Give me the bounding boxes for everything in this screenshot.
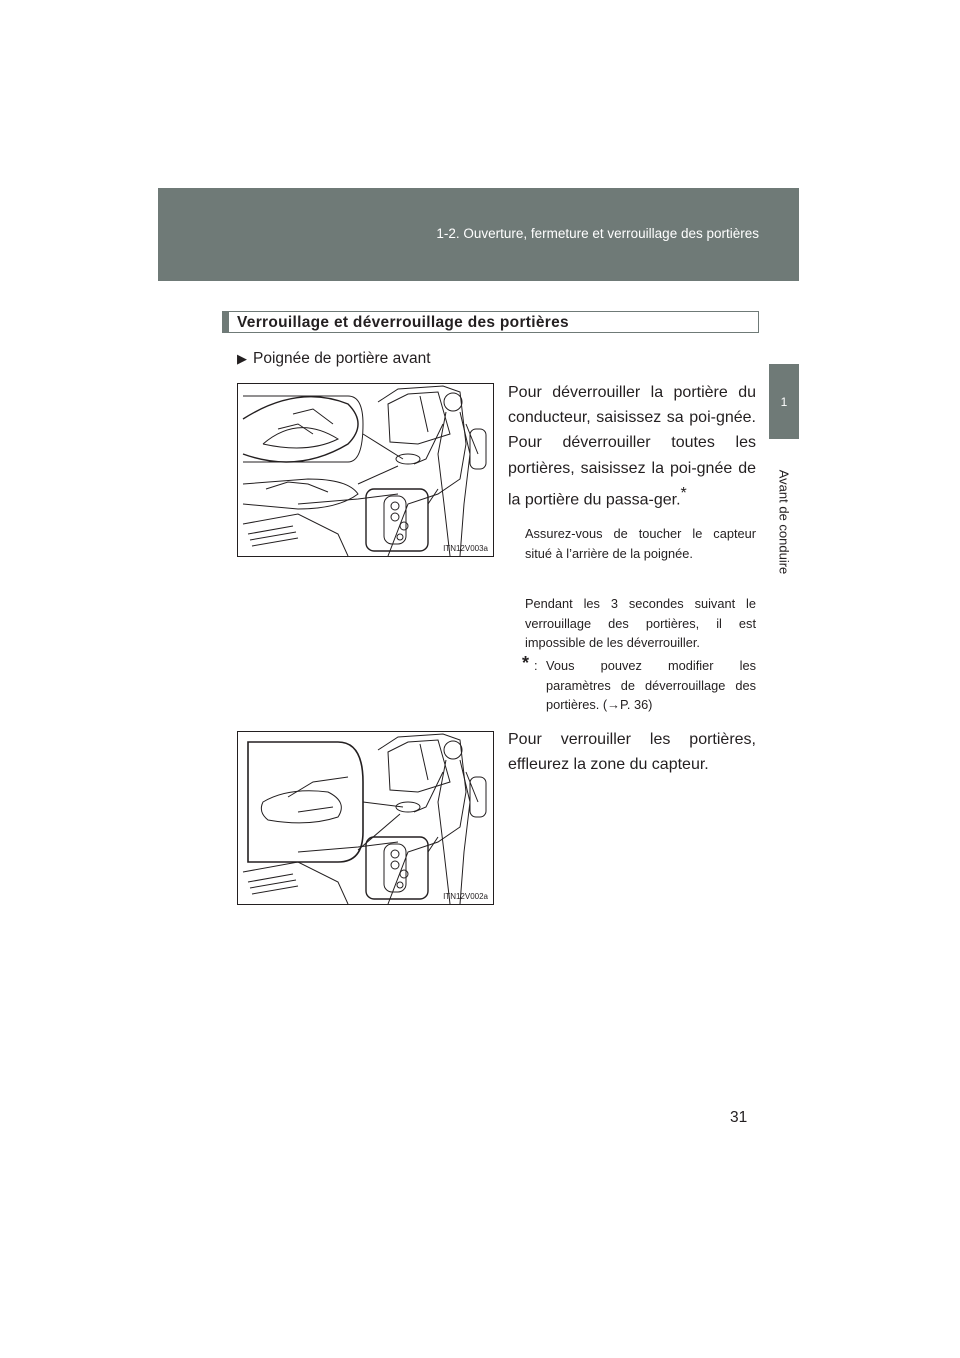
footnote-text: Vous pouvez modifier les paramètres de déverrouillage des portières. (→P. 36) bbox=[546, 658, 756, 713]
triangle-bullet-icon: ▶ bbox=[237, 351, 247, 366]
footnote-marker: * bbox=[680, 484, 687, 502]
chapter-tab bbox=[769, 364, 799, 439]
chapter-number: 1 bbox=[780, 394, 788, 409]
illustration-lock bbox=[237, 731, 494, 905]
note-sensor: Assurez-vous de toucher le capteur situé à l’arrière de la poignée. bbox=[525, 526, 756, 561]
header-band bbox=[158, 188, 799, 281]
page-number: 31 bbox=[730, 1109, 748, 1126]
footnote-star: * bbox=[522, 653, 530, 673]
illustration-lock-drawing bbox=[238, 732, 493, 904]
footnote bbox=[522, 653, 756, 715]
chapter-title: 1-2. Ouverture, fermeture et verrouillage des portières bbox=[436, 226, 759, 241]
section-heading-bar bbox=[223, 312, 229, 332]
section-heading-text: Verrouillage et déverrouillage des portières bbox=[237, 314, 569, 331]
lock-instructions: Pour verrouiller les portières, effleurez la zone du capteur. bbox=[508, 731, 756, 774]
illustration-unlock bbox=[237, 383, 494, 557]
note-delay: Pendant les 3 secondes suivant le verrouillage des portières, il est impossible de les déverrouiller. bbox=[525, 596, 756, 651]
footnote-colon: : bbox=[534, 658, 538, 673]
chapter-label: Avant de conduire bbox=[776, 469, 792, 575]
subsection-bullet bbox=[237, 350, 431, 368]
figure-code: ITN12V002a bbox=[443, 892, 488, 901]
unlock-text: Pour déverrouiller la portière du conducteur, saisissez sa poi-gnée. Pour déverrouiller toutes les portières, saisissez la poi-gnée de la portière du passa-ger. bbox=[508, 384, 756, 509]
illustration-unlock-drawing bbox=[238, 384, 493, 556]
subsection-title: Poignée de portière avant bbox=[253, 350, 431, 367]
section-heading bbox=[222, 311, 759, 333]
unlock-instructions bbox=[508, 380, 756, 512]
figure-code: ITN12V003a bbox=[443, 544, 488, 553]
